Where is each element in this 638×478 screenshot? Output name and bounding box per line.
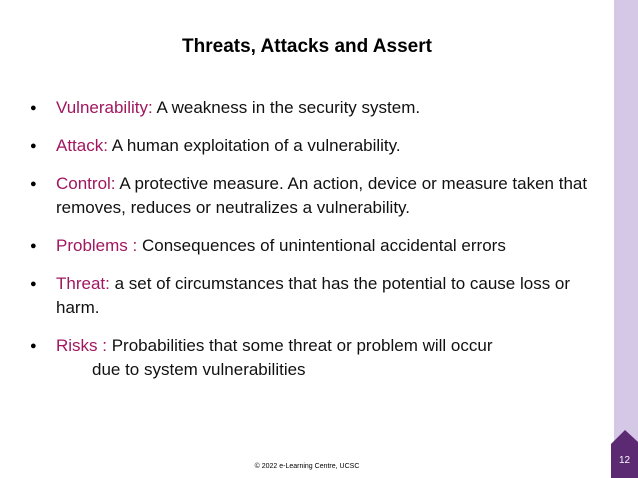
bullet-term: Problems :	[56, 236, 138, 255]
bullet-item-problems	[30, 234, 590, 258]
bullet-item-risks	[30, 334, 590, 382]
bullet-term: Risks :	[56, 336, 107, 355]
page-number: 12	[618, 455, 631, 466]
bullet-item-vulnerability	[30, 96, 590, 120]
page-number-badge-icon	[611, 430, 638, 478]
bullet-item-control	[30, 172, 590, 220]
bullet-list	[30, 96, 590, 396]
bullet-dot-icon: ●	[30, 140, 37, 152]
bullet-term: Vulnerability:	[56, 98, 153, 117]
bullet-term: Attack:	[56, 136, 108, 155]
bullet-item-attack	[30, 134, 590, 158]
bullet-continuation: due to system vulnerabilities	[92, 360, 306, 379]
bullet-term: Control:	[56, 174, 116, 193]
bullet-text: A protective measure. An action, device or measure taken that removes, reduces or neutralizes a vulnerability.	[56, 174, 588, 217]
copyright-footer: © 2022 e-Learning Centre, UCSC	[254, 463, 360, 470]
bullet-text: a set of circumstances that has the potential to cause loss or harm.	[56, 274, 571, 317]
bullet-text: Consequences of unintentional accidental errors	[137, 236, 506, 255]
bullet-term: Threat:	[56, 274, 110, 293]
slide-title: Threats, Attacks and Assert	[182, 36, 432, 57]
bullet-dot-icon: ●	[30, 278, 37, 290]
bullet-text: Probabilities that some threat or problem will occur	[107, 336, 493, 355]
bullet-dot-icon: ●	[30, 240, 37, 252]
right-accent-strip	[614, 0, 638, 478]
bullet-text: A weakness in the security system.	[152, 98, 421, 117]
bullet-dot-icon: ●	[30, 340, 37, 352]
bullet-dot-icon: ●	[30, 178, 37, 190]
bullet-text: A human exploitation of a vulnerability.	[107, 136, 401, 155]
bullet-item-threat	[30, 272, 590, 320]
bullet-dot-icon: ●	[30, 102, 37, 114]
